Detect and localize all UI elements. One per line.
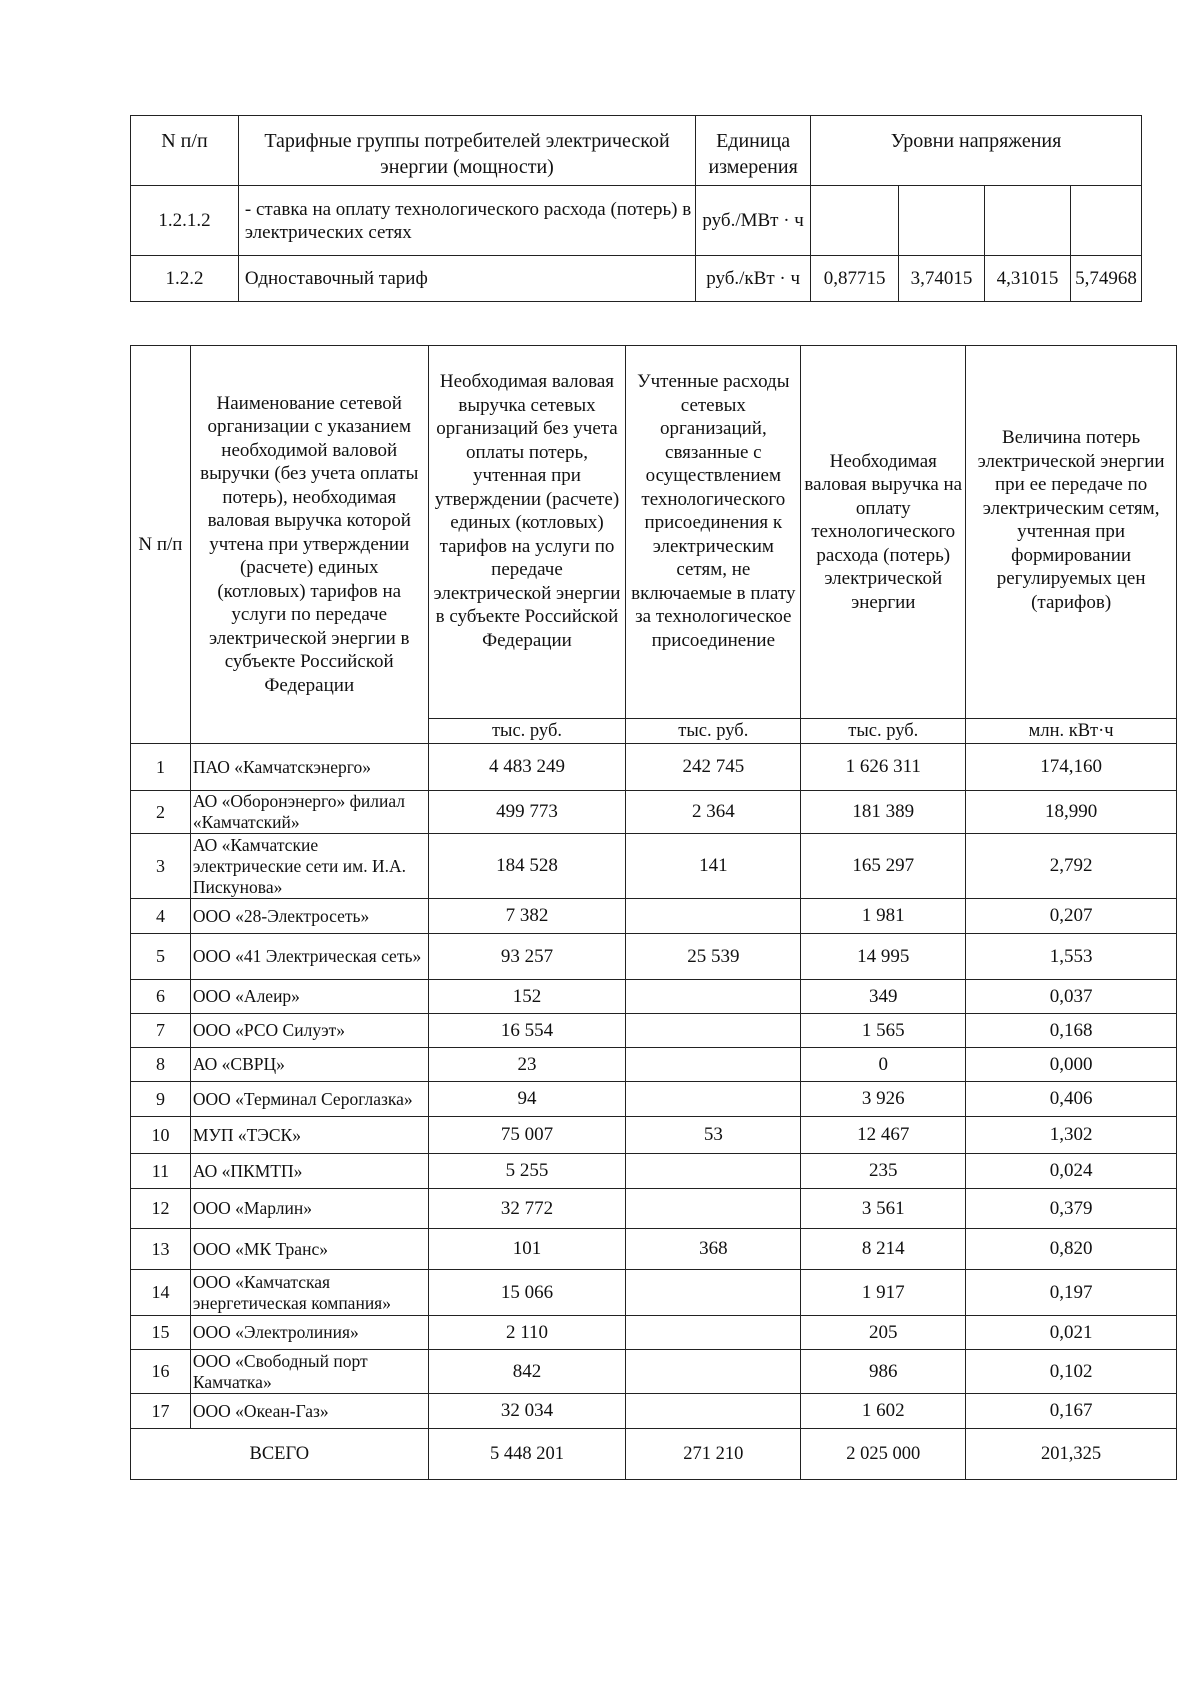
orgs-row-connection-costs: 368	[626, 1229, 801, 1270]
tariff-row-name: - ставка на оплату технологического расхода (потерь) в электрических сетях	[238, 186, 695, 256]
orgs-row-connection-costs	[626, 1154, 801, 1189]
orgs-row-n: 10	[131, 1117, 191, 1154]
orgs-row-losses: 0,197	[966, 1270, 1177, 1316]
orgs-header-losses: Величина потерь электрической энергии при ее передаче по электрическим сетям, учтенная при формировании регулируемых цен (тарифов)	[966, 346, 1177, 719]
tariff-header-levels: Уровни напряжения	[811, 116, 1142, 186]
orgs-row-connection-costs: 25 539	[626, 934, 801, 980]
table-row	[131, 1048, 1177, 1082]
tariff-row-level-2	[899, 186, 985, 256]
orgs-row-connection-costs: 2 364	[626, 791, 801, 834]
orgs-row-loss-revenue: 0	[801, 1048, 966, 1082]
network-organizations-table	[130, 345, 1177, 1480]
orgs-row-loss-revenue: 349	[801, 980, 966, 1014]
tariff-row-level-1	[811, 186, 899, 256]
orgs-row-connection-costs	[626, 1350, 801, 1394]
orgs-row-n: 9	[131, 1082, 191, 1117]
tariff-row-level-1: 0,87715	[811, 256, 899, 302]
table-row	[131, 744, 1177, 791]
tariff-table	[130, 115, 1142, 302]
tariff-row	[131, 256, 1142, 302]
tariff-row-level-2: 3,74015	[899, 256, 985, 302]
tariff-row-n: 1.2.2	[131, 256, 239, 302]
orgs-header-connection-costs: Учтенные расходы сетевых организаций, связанные с осуществлением технологического присоединения к электрическим сетям, не включаемые в плату за технологическое присоединение	[626, 346, 801, 719]
orgs-row-losses: 0,207	[966, 899, 1177, 934]
orgs-row-revenue: 32 034	[428, 1394, 626, 1429]
orgs-row-revenue: 23	[428, 1048, 626, 1082]
orgs-header-n: N п/п	[131, 346, 191, 744]
orgs-row-org: МУП «ТЭСК»	[190, 1117, 428, 1154]
orgs-row-n: 2	[131, 791, 191, 834]
table-row	[131, 1154, 1177, 1189]
orgs-row-n: 6	[131, 980, 191, 1014]
orgs-row-org: ООО «Терминал Сероглазка»	[190, 1082, 428, 1117]
orgs-row-losses: 0,406	[966, 1082, 1177, 1117]
table-row	[131, 1082, 1177, 1117]
orgs-row-connection-costs	[626, 899, 801, 934]
orgs-row-org: АО «Камчатские электрические сети им. И.А. Пискунова»	[190, 834, 428, 899]
orgs-row-connection-costs	[626, 1189, 801, 1229]
orgs-row-losses: 0,021	[966, 1316, 1177, 1350]
orgs-total-row	[131, 1429, 1177, 1480]
orgs-row-org: ООО «Электролиния»	[190, 1316, 428, 1350]
orgs-row-connection-costs: 242 745	[626, 744, 801, 791]
orgs-row-connection-costs	[626, 1014, 801, 1048]
orgs-row-org: ООО «Алеир»	[190, 980, 428, 1014]
orgs-header-revenue: Необходимая валовая выручка сетевых организаций без учета оплаты потерь, учтенная при утверждении (расчете) единых (котловых) тарифов на услуги по передаче электрической энергии в субъекте Российской Федерации	[428, 346, 626, 719]
orgs-row-loss-revenue: 235	[801, 1154, 966, 1189]
tariff-row-level-4	[1070, 186, 1141, 256]
tariff-row-level-3: 4,31015	[985, 256, 1071, 302]
orgs-row-org: ООО «Камчатская энергетическая компания»	[190, 1270, 428, 1316]
orgs-row-n: 14	[131, 1270, 191, 1316]
orgs-row-n: 16	[131, 1350, 191, 1394]
table-row	[131, 791, 1177, 834]
orgs-row-losses: 18,990	[966, 791, 1177, 834]
orgs-row-connection-costs	[626, 1082, 801, 1117]
orgs-row-loss-revenue: 3 561	[801, 1189, 966, 1229]
orgs-row-losses: 1,302	[966, 1117, 1177, 1154]
orgs-row-loss-revenue: 1 626 311	[801, 744, 966, 791]
tariff-header-n: N п/п	[131, 116, 239, 186]
orgs-row-n: 12	[131, 1189, 191, 1229]
orgs-row-connection-costs: 141	[626, 834, 801, 899]
table-row	[131, 834, 1177, 899]
orgs-row-loss-revenue: 986	[801, 1350, 966, 1394]
orgs-row-revenue: 842	[428, 1350, 626, 1394]
orgs-row-loss-revenue: 12 467	[801, 1117, 966, 1154]
orgs-header-loss-revenue: Необходимая валовая выручка на оплату технологического расхода (потерь) электрической энергии	[801, 346, 966, 719]
orgs-header-org: Наименование сетевой организации с указанием необходимой валовой выручки (без учета оплаты потерь), необходимая валовая выручка которой учтена при утверждении (расчете) единых (котловых) тарифов на услуги по передаче электрической энергии в субъекте Российской Федерации	[190, 346, 428, 744]
table-row	[131, 980, 1177, 1014]
orgs-row-loss-revenue: 14 995	[801, 934, 966, 980]
orgs-row-n: 7	[131, 1014, 191, 1048]
orgs-row-loss-revenue: 1 565	[801, 1014, 966, 1048]
orgs-row-loss-revenue: 1 981	[801, 899, 966, 934]
tariff-row-n: 1.2.1.2	[131, 186, 239, 256]
tariff-row-level-4: 5,74968	[1070, 256, 1141, 302]
orgs-row-org: АО «ПКМТП»	[190, 1154, 428, 1189]
table-row	[131, 899, 1177, 934]
orgs-row-loss-revenue: 1 602	[801, 1394, 966, 1429]
orgs-row-revenue: 101	[428, 1229, 626, 1270]
orgs-row-loss-revenue: 8 214	[801, 1229, 966, 1270]
orgs-row-revenue: 94	[428, 1082, 626, 1117]
orgs-row-losses: 0,379	[966, 1189, 1177, 1229]
orgs-row-n: 11	[131, 1154, 191, 1189]
orgs-row-loss-revenue: 205	[801, 1316, 966, 1350]
orgs-row-losses: 0,000	[966, 1048, 1177, 1082]
orgs-row-n: 8	[131, 1048, 191, 1082]
orgs-row-org: ООО «41 Электрическая сеть»	[190, 934, 428, 980]
orgs-row-connection-costs	[626, 1270, 801, 1316]
orgs-row-revenue: 75 007	[428, 1117, 626, 1154]
orgs-row-org: ООО «28-Электросеть»	[190, 899, 428, 934]
orgs-total-loss-revenue: 2 025 000	[801, 1429, 966, 1480]
orgs-row-losses: 0,024	[966, 1154, 1177, 1189]
orgs-row-revenue: 16 554	[428, 1014, 626, 1048]
orgs-header-row	[131, 346, 1177, 719]
orgs-row-loss-revenue: 165 297	[801, 834, 966, 899]
table-row	[131, 934, 1177, 980]
orgs-row-org: АО «Оборонэнерго» филиал «Камчатский»	[190, 791, 428, 834]
orgs-row-revenue: 15 066	[428, 1270, 626, 1316]
orgs-row-losses: 0,102	[966, 1350, 1177, 1394]
tariff-header-unit: Единица измерения	[696, 116, 811, 186]
orgs-row-revenue: 2 110	[428, 1316, 626, 1350]
orgs-row-losses: 1,553	[966, 934, 1177, 980]
orgs-unit-connection-costs: тыс. руб.	[626, 719, 801, 744]
orgs-row-n: 1	[131, 744, 191, 791]
orgs-row-connection-costs	[626, 1394, 801, 1429]
orgs-row-org: ООО «Свободный порт Камчатка»	[190, 1350, 428, 1394]
tariff-row-unit: руб./кВт · ч	[696, 256, 811, 302]
tariff-header-group: Тарифные группы потребителей электрической энергии (мощности)	[238, 116, 695, 186]
orgs-row-org: ПАО «Камчатскэнерго»	[190, 744, 428, 791]
table-row	[131, 1117, 1177, 1154]
table-row	[131, 1270, 1177, 1316]
orgs-row-org: АО «СВРЦ»	[190, 1048, 428, 1082]
orgs-row-n: 5	[131, 934, 191, 980]
orgs-row-revenue: 32 772	[428, 1189, 626, 1229]
orgs-row-losses: 0,167	[966, 1394, 1177, 1429]
orgs-total-label: ВСЕГО	[131, 1429, 429, 1480]
orgs-row-n: 3	[131, 834, 191, 899]
orgs-unit-loss-revenue: тыс. руб.	[801, 719, 966, 744]
orgs-row-losses: 174,160	[966, 744, 1177, 791]
orgs-row-connection-costs: 53	[626, 1117, 801, 1154]
orgs-row-revenue: 499 773	[428, 791, 626, 834]
orgs-row-losses: 0,820	[966, 1229, 1177, 1270]
orgs-row-losses: 2,792	[966, 834, 1177, 899]
orgs-row-connection-costs	[626, 980, 801, 1014]
orgs-row-revenue: 7 382	[428, 899, 626, 934]
orgs-row-losses: 0,168	[966, 1014, 1177, 1048]
orgs-row-connection-costs	[626, 1316, 801, 1350]
orgs-row-revenue: 4 483 249	[428, 744, 626, 791]
orgs-row-revenue: 5 255	[428, 1154, 626, 1189]
orgs-row-n: 17	[131, 1394, 191, 1429]
tariff-row-name: Одноставочный тариф	[238, 256, 695, 302]
table-row	[131, 1394, 1177, 1429]
orgs-row-loss-revenue: 181 389	[801, 791, 966, 834]
orgs-row-revenue: 93 257	[428, 934, 626, 980]
orgs-row-org: ООО «МК Транс»	[190, 1229, 428, 1270]
orgs-total-revenue: 5 448 201	[428, 1429, 626, 1480]
orgs-row-org: ООО «РСО Силуэт»	[190, 1014, 428, 1048]
tariff-header-row	[131, 116, 1142, 186]
orgs-row-revenue: 152	[428, 980, 626, 1014]
table-row	[131, 1014, 1177, 1048]
orgs-row-n: 4	[131, 899, 191, 934]
tariff-row-unit: руб./МВт · ч	[696, 186, 811, 256]
table-row	[131, 1316, 1177, 1350]
orgs-unit-losses: млн. кВт·ч	[966, 719, 1177, 744]
orgs-total-connection-costs: 271 210	[626, 1429, 801, 1480]
table-row	[131, 1229, 1177, 1270]
tariff-row	[131, 186, 1142, 256]
orgs-row-losses: 0,037	[966, 980, 1177, 1014]
orgs-row-n: 15	[131, 1316, 191, 1350]
orgs-row-revenue: 184 528	[428, 834, 626, 899]
orgs-row-n: 13	[131, 1229, 191, 1270]
table-row	[131, 1189, 1177, 1229]
orgs-row-org: ООО «Океан-Газ»	[190, 1394, 428, 1429]
tariff-row-level-3	[985, 186, 1071, 256]
orgs-row-org: ООО «Марлин»	[190, 1189, 428, 1229]
orgs-body	[131, 744, 1177, 1429]
orgs-row-loss-revenue: 3 926	[801, 1082, 966, 1117]
orgs-unit-revenue: тыс. руб.	[428, 719, 626, 744]
orgs-row-loss-revenue: 1 917	[801, 1270, 966, 1316]
orgs-row-connection-costs	[626, 1048, 801, 1082]
orgs-total-losses: 201,325	[966, 1429, 1177, 1480]
table-row	[131, 1350, 1177, 1394]
